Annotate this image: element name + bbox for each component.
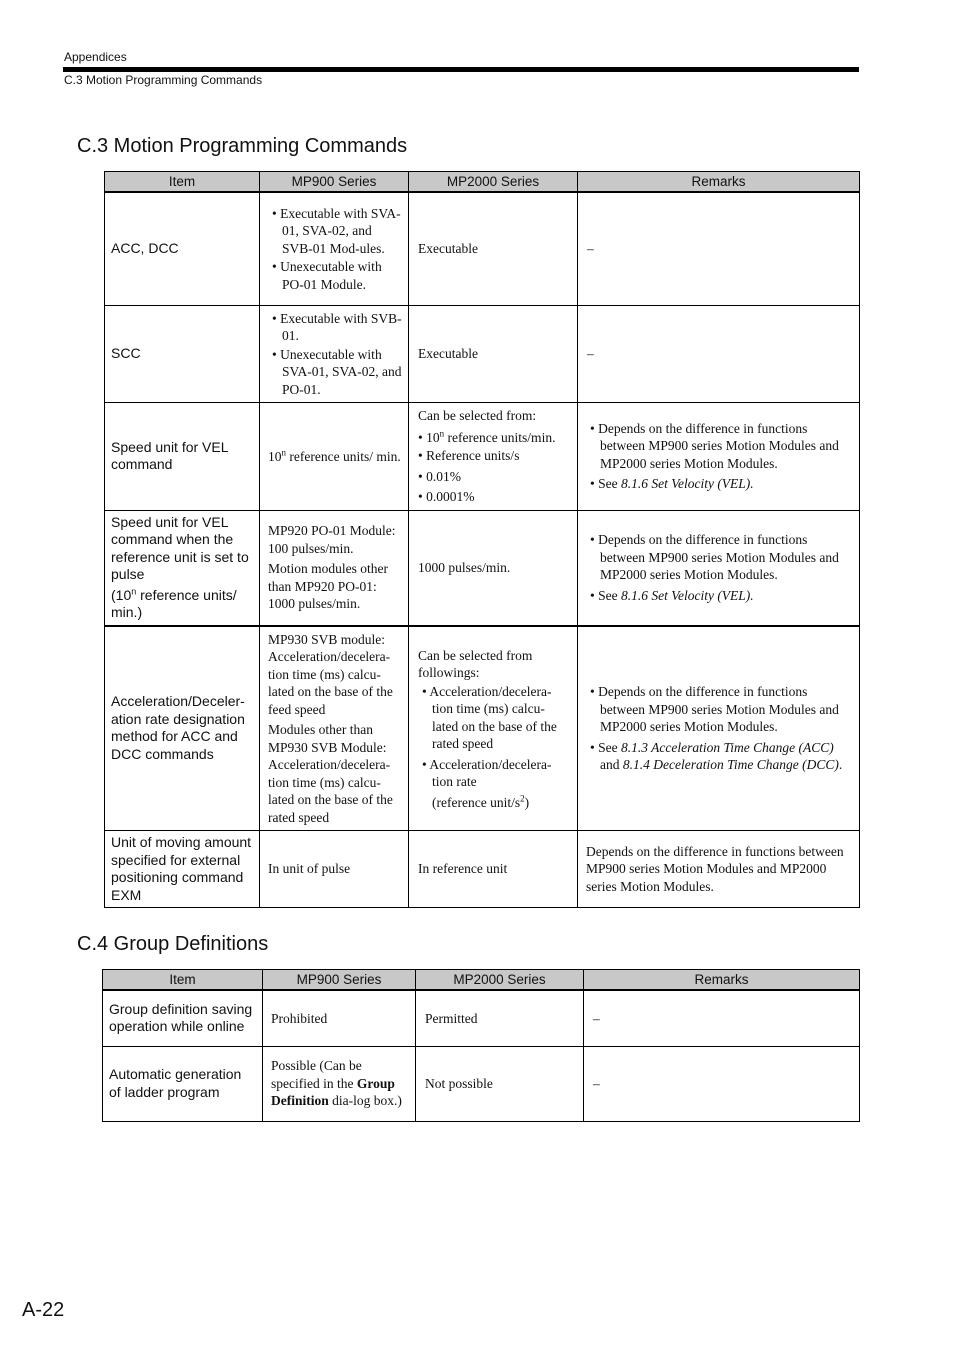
text: • See (590, 587, 621, 603)
bullet-text: • Depends on the difference in functions between MP900 series Motion Modules and MP2000 series Motion Modules. (590, 684, 839, 734)
row-mp2000: Not possible (416, 1046, 584, 1121)
row-item: Automatic generation of ladder program (103, 1046, 263, 1121)
text: dia-log box.) (328, 1093, 402, 1109)
row-item: ACC, DCC (105, 192, 260, 305)
table-header-row (103, 970, 860, 991)
text: Can be selected from followings: (418, 647, 533, 680)
text (418, 794, 571, 812)
bullet-text: • Executable with SVA-01, SVA-02, and SVB-01 Mod-ules. (272, 205, 401, 256)
text: reference units/ min.) (111, 586, 237, 620)
row-mp2000: In reference unit (409, 831, 578, 908)
text: Possible (Can be specified in the (271, 1058, 362, 1091)
running-header-chapter: Appendices (64, 50, 127, 64)
page-number: A-22 (22, 1299, 65, 1321)
text: and (600, 757, 623, 772)
text: (reference unit/s (432, 794, 521, 810)
superscript: n (281, 447, 286, 457)
cross-reference: 8.1.6 Set Velocity (VEL). (620, 476, 754, 492)
table-row (105, 192, 860, 305)
header-rule (63, 67, 859, 72)
row-item: Speed unit for VEL command (105, 403, 260, 511)
bullet-text: • Executable with SVB-01. (272, 310, 402, 343)
row-mp2000 (409, 403, 578, 511)
bullet-text (590, 587, 853, 605)
cross-reference: 8.1.4 Deceleration Time Change (DCC) (622, 757, 839, 772)
bullet-text: • Reference units/s (418, 448, 520, 463)
running-header-section: C.3 Motion Programming Commands (64, 73, 263, 87)
text: (10 (111, 586, 132, 603)
row-remarks: – (578, 305, 860, 403)
text: Modules other than MP930 SVB Module: Acceleration/decelera-tion time (ms) calcu-lated on the base of the rated speed (268, 722, 393, 825)
row-mp2000: Permitted (416, 990, 584, 1046)
row-item: Group definition saving operation while online (103, 990, 263, 1046)
text: . (838, 757, 843, 772)
row-mp900 (260, 305, 409, 403)
cross-reference: 8.1.6 Set Velocity (VEL). (620, 587, 754, 603)
text: MP920 PO-01 Module: 100 pulses/min. (268, 523, 396, 556)
col-header-remarks: Remarks (584, 970, 860, 991)
col-header-remarks: Remarks (578, 172, 860, 193)
ui-term: Group Definition (271, 1075, 395, 1109)
row-mp900: Prohibited (263, 990, 416, 1046)
cross-reference: 8.1.3 Acceleration Time Change (ACC) (620, 739, 834, 755)
table-row (105, 831, 860, 908)
row-remarks: – (584, 1046, 860, 1121)
group-definitions-table (102, 969, 860, 1122)
table-header-row (105, 172, 860, 193)
row-item: Acceleration/Deceler-ation rate designation method for ACC and DCC commands (105, 626, 260, 831)
superscript: 2 (520, 793, 525, 803)
bullet-text: • Acceleration/decelera-tion rate (422, 756, 552, 789)
text: Motion modules other than MP920 PO-01: 1000 pulses/min. (268, 561, 388, 612)
bullet-text: • Depends on the difference in functions between MP900 series Motion Modules and MP2000 series Motion Modules. (590, 532, 839, 582)
row-item: SCC (105, 305, 260, 403)
row-remarks (578, 626, 860, 831)
superscript: n (439, 428, 445, 438)
text: reference units/ min. (286, 448, 401, 464)
table-row (105, 626, 860, 831)
row-mp900 (260, 626, 409, 831)
col-header-mp900: MP900 Series (260, 172, 409, 193)
bullet-text: • 0.01% (418, 468, 461, 484)
bullet-text: • Unexecutable with PO-01 Module. (272, 259, 382, 292)
text: Speed unit for VEL command when the reference unit is set to pulse (111, 513, 249, 582)
col-header-item: Item (105, 172, 260, 193)
row-mp2000: Executable (409, 305, 578, 403)
row-mp900 (260, 403, 409, 511)
table-row (103, 990, 860, 1046)
text: • See (590, 739, 621, 755)
bullet-text (418, 429, 571, 447)
section-title-c3: C.3 Motion Programming Commands (77, 135, 408, 157)
row-mp900 (263, 1046, 416, 1121)
bullet-text: • 0.0001% (418, 489, 475, 504)
row-remarks (578, 510, 860, 626)
row-item: Unit of moving amount specified for external positioning command EXM (105, 831, 260, 908)
bullet-text: • Unexecutable with SVA-01, SVA-02, and PO-01. (272, 346, 402, 397)
bullet-text (590, 739, 853, 774)
superscript: n (131, 585, 137, 596)
text: ) (524, 794, 530, 810)
row-mp900: In unit of pulse (260, 831, 409, 908)
text: • See (590, 476, 621, 492)
bullet-text (590, 475, 853, 493)
table-row (105, 403, 860, 511)
section-title-c4: C.4 Group Definitions (77, 933, 269, 955)
table-row (105, 510, 860, 626)
row-mp900 (260, 192, 409, 305)
row-mp2000: 1000 pulses/min. (409, 510, 578, 626)
motion-commands-table (104, 171, 860, 908)
text: reference units/min. (444, 429, 556, 445)
row-remarks (578, 403, 860, 511)
bullet-text: • Depends on the difference in functions between MP900 series Motion Modules and MP2000 series Motion Modules. (590, 420, 839, 471)
row-mp2000 (409, 626, 578, 831)
row-remarks: Depends on the difference in functions between MP900 series Motion Modules and MP2000 series Motion Modules. (578, 831, 860, 908)
col-header-mp900: MP900 Series (263, 970, 416, 991)
row-remarks: – (584, 990, 860, 1046)
text: Can be selected from: (418, 408, 537, 423)
text: 10 (268, 448, 282, 464)
table-row (103, 1046, 860, 1121)
col-header-mp2000: MP2000 Series (416, 970, 584, 991)
row-mp2000: Executable (409, 192, 578, 305)
col-header-item: Item (103, 970, 263, 991)
table-row (105, 305, 860, 403)
text: MP930 SVB module: Acceleration/decelera-tion time (ms) calcu-lated on the base of the feed speed (268, 631, 393, 717)
row-mp900 (260, 510, 409, 626)
col-header-mp2000: MP2000 Series (409, 172, 578, 193)
text (111, 587, 253, 622)
row-remarks: – (578, 192, 860, 305)
bullet-text: • Acceleration/decelera-tion time (ms) calcu-lated on the base of the rated speed (422, 683, 557, 751)
text: • 10 (418, 429, 440, 445)
row-item (105, 510, 260, 626)
